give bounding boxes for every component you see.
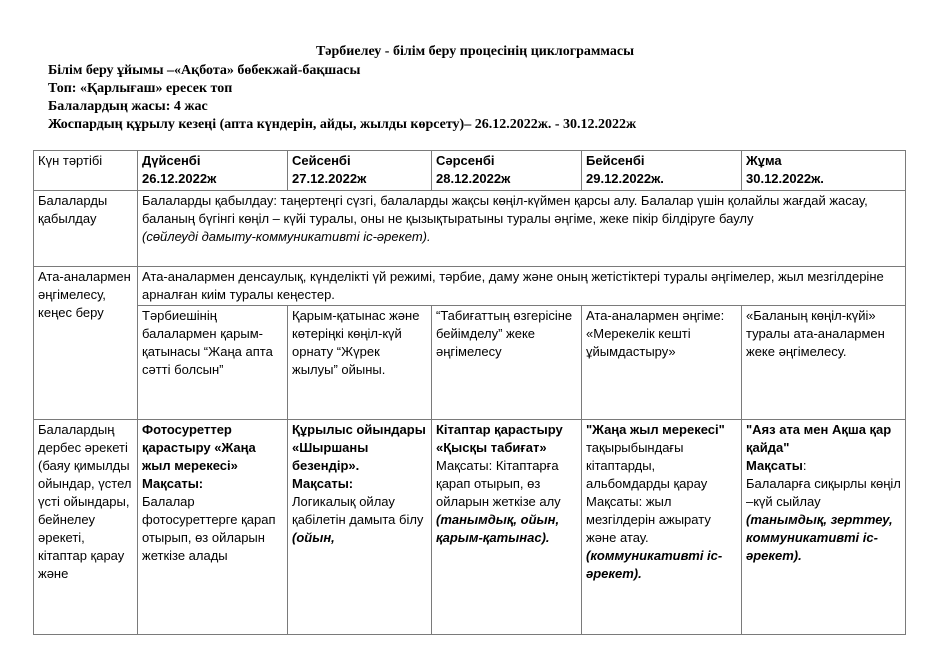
activity-text: Балаларға сиқырлы көңіл –күй сыйлау — [746, 476, 901, 509]
activity-cell-thursday — [582, 420, 742, 635]
activity-text: Балалар фотосуреттерге қарап отырып, өз ойларын жеткізе алады — [142, 494, 276, 563]
day-name: Жұма — [746, 153, 782, 168]
activity-text: Логикалық ойлау қабілетін дамыта білу — [292, 494, 424, 527]
organization-line: Білім беру ұйымы –«Ақбота» бөбекжай-бақшасы — [48, 63, 361, 78]
activity-title: Кітаптар қарастыру «Қысқы табиғат» — [436, 422, 563, 455]
parents-daily-row — [34, 306, 906, 420]
activity-label: Балалардың дербес әрекеті (баяу қимылды ойындар, үстел үсті ойындары, бейнелеу әрекеті, кітаптар қарау және — [34, 420, 138, 635]
activity-cell-tuesday — [288, 420, 432, 635]
activity-note: (коммуникативті іс-әрекет). — [586, 548, 723, 581]
day-name: Дүйсенбі — [142, 153, 201, 168]
activity-title: Құрылыс ойындары «Шыршаны безендір». — [292, 422, 426, 473]
day-date: 30.12.2022ж. — [746, 171, 824, 186]
period-line: Жоспардың құрылу кезеңі (апта күндерін, айды, жылды көрсету)– 26.12.2022ж. - 30.12.2022ж — [48, 117, 637, 132]
days-header-row — [34, 151, 906, 191]
parents-label: Ата-аналармен әңгімелесу, кеңес беру — [34, 267, 138, 420]
activity-note: (танымдық, ойын, қарым-қатынас). — [436, 512, 560, 545]
day-name: Сейсенбі — [292, 153, 351, 168]
day-header-tuesday — [288, 151, 432, 191]
goal-line — [746, 457, 901, 475]
parents-text: Ата-аналармен денсаулық, күнделікті үй режимі, тәрбие, даму және оның жетістіктері туралы әңгімелер, жыл мезгілдеріне арналған киім туралы кеңестер. — [138, 267, 906, 306]
day-header-wednesday — [432, 151, 582, 191]
day-date: 26.12.2022ж — [142, 171, 217, 186]
reception-note: (сөйлеуді дамыту-коммуникативті іс-әрекет). — [142, 229, 431, 244]
goal-label: Мақсаты — [746, 458, 803, 473]
activity-note: (ойын, — [292, 530, 335, 545]
reception-text-cell — [138, 191, 906, 267]
activity-text: Мақсаты: Кітаптарға қарап отырып, өз ойларын жеткізе алу — [436, 458, 561, 509]
goal-label: Мақсаты: — [142, 476, 204, 491]
parents-cell-friday: «Баланың көңіл-күйі» туралы ата-аналармен жеке әңгімелесу. — [742, 306, 906, 420]
day-header-thursday — [582, 151, 742, 191]
day-name: Сәрсенбі — [436, 153, 495, 168]
day-date: 28.12.2022ж — [436, 171, 511, 186]
reception-text: Балаларды қабылдау: таңертеңгі сүзгі, балаларды жақсы көңіл-күймен қарсы алу. Балалар үшін қолайлы жағдай жасау, баланың бүгінгі көңіл – күйі туралы, оны не қызықтыратыны туралы әңгіме, жеке пікір білдіруге баулу — [142, 193, 868, 226]
day-header-monday — [138, 151, 288, 191]
activity-title: Фотосуреттер қарастыру «Жаңа жыл мерекесі» — [142, 422, 256, 473]
parents-cell-thursday: Ата-аналармен әңгіме: «Мерекелік кешті ұйымдастыру» — [582, 306, 742, 420]
day-date: 29.12.2022ж. — [586, 171, 664, 186]
activity-note: (танымдық, зерттеу, коммуникативті іс-әрекет). — [746, 512, 893, 563]
reception-label: Балаларды қабылдау — [34, 191, 138, 267]
cyclogram-table — [33, 150, 906, 635]
goal-label: Мақсаты: — [292, 476, 354, 491]
day-name: Бейсенбі — [586, 153, 645, 168]
goal-colon: : — [802, 458, 807, 473]
activity-title: "Аяз ата мен Ақша қар қайда" — [746, 422, 892, 455]
parents-cell-wednesday: “Табиғаттың өзгерісіне бейімделу” жеке әңгімелесу — [432, 306, 582, 420]
schedule-header-cell: Күн тәртібі — [34, 151, 138, 191]
group-line: Топ: «Қарлығаш» ересек топ — [48, 81, 233, 96]
document-title: Тәрбиелеу - білім беру процесінің циклограммасы — [315, 44, 635, 59]
activity-cell-monday — [138, 420, 288, 635]
parents-cell-monday: Тәрбиешінің балалармен қарым-қатынасы “Жаңа апта сәтті болсын” — [138, 306, 288, 420]
age-line: Балалардың жасы: 4 жас — [48, 99, 208, 114]
activity-row — [34, 420, 906, 635]
activity-cell-wednesday — [432, 420, 582, 635]
activity-title: "Жаңа жыл мерекесі" — [586, 422, 725, 437]
reception-row — [34, 191, 906, 267]
activity-text: тақырыбындағы кітаптарды, альбомдарды қарау Мақсаты: жыл мезгілдерін ажырату және атау. — [586, 440, 711, 545]
parents-cell-tuesday: Қарым-қатынас және көтеріңкі көңіл-күй орнату “Жүрек жылуы” ойыны. — [288, 306, 432, 420]
activity-cell-friday — [742, 420, 906, 635]
day-date: 27.12.2022ж — [292, 171, 367, 186]
day-header-friday — [742, 151, 906, 191]
parents-row — [34, 267, 906, 306]
